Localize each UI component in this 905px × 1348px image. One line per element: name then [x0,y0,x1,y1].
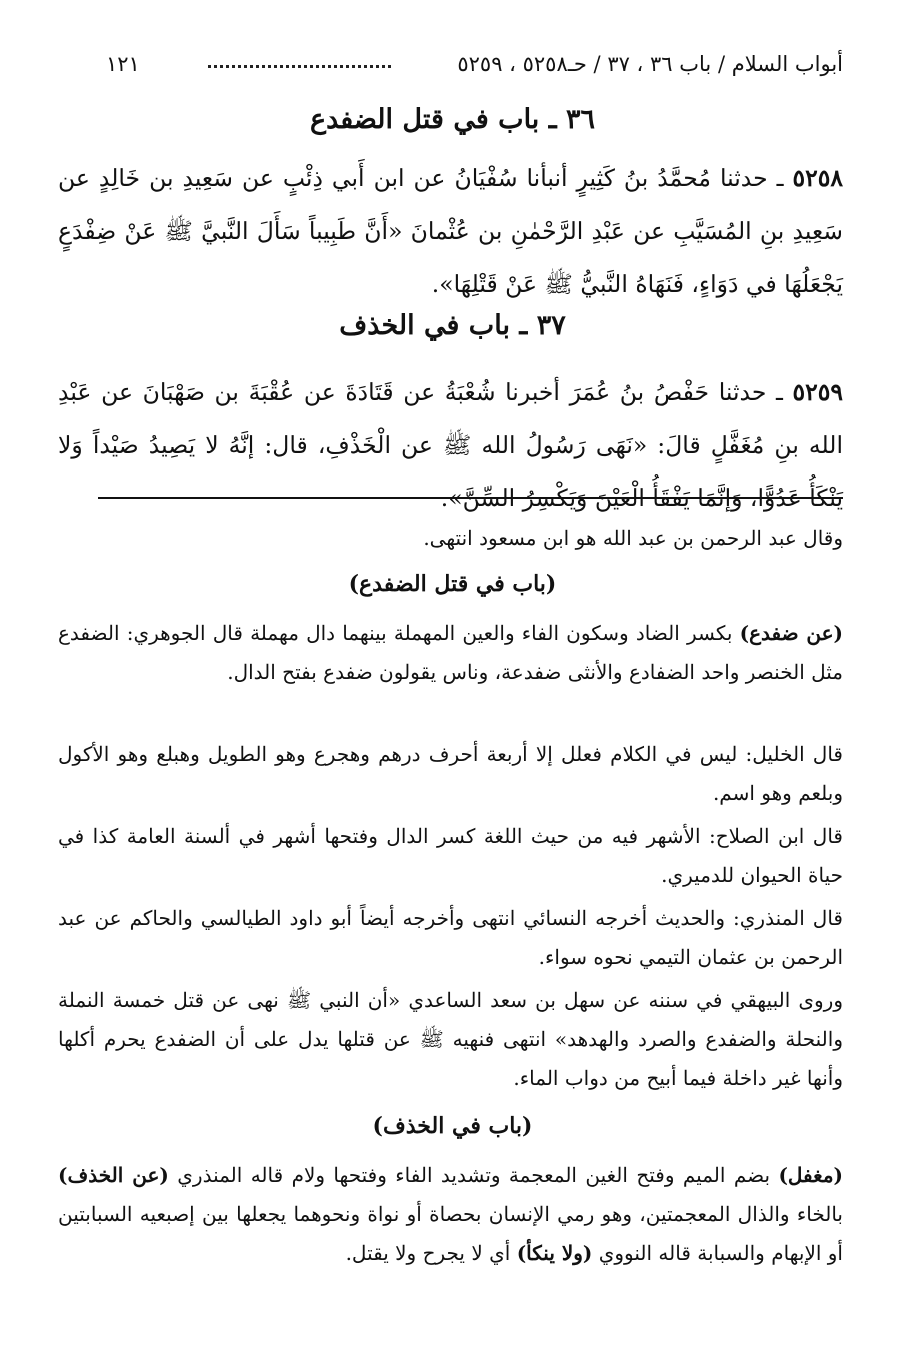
hadith-text: ـ حدثنا حَفْصُ بنُ عُمَرَ أخبرنا شُعْبَةُ عن قَتَادَةَ عن عُقْبَةَ بن صَهْبَانَ عن عَبْدِ الله بنِ مُغَفَّلٍ قالَ: «نَهَى رَسُولُ الله ﷺ عن الْخَذْفِ، قال: إنَّهُ لا يَصِيدُ صَيْداً وَلا يَنْكَأُ عَدُوًّا، وَإنَّمَا يَفْقَأُ الْعَيْنَ وَيَكْسِرُ السِّنَّ». [58,378,843,512]
chapter-heading-36: ٣٦ ـ باب في قتل الضفدع [309,104,596,135]
commentary-subheading-1: (باب في قتل الضفدع) [348,571,557,597]
hadith-number: ٥٢٥٨ [792,164,843,192]
keyword: (عن الخذف) [58,1163,169,1187]
leader-dots [208,65,391,68]
commentary-paragraph-6: (مغفل) بضم الميم وفتح الغين المعجمة وتشديد الفاء وفتحها ولام قاله المنذري (عن الخذف) بالخاء والذال المعجمتين، وهو رمي الإنسان بحصاة أو نواة ونحوهما يجعلها بين إصبعيه السبابتين أو الإبهام والسبابة قاله النووي (ولا ينكأ) أي لا يجرح ولا يقتل. [58,1163,843,1265]
keyword: (عن ضفدع) [739,621,844,645]
commentary-subheading-2: (باب في الخذف) [372,1113,533,1139]
commentary-intro: وقال عبد الرحمن بن عبد الله هو ابن مسعود انتهى. [423,526,843,550]
hadith-text: ـ حدثنا مُحمَّدُ بنُ كَثِيرٍ أنبأنا سُفْيَانُ عن ابن أَبي ذِئْبٍ عن سَعِيدِ بن خَالِدٍ عن سَعِيدِ بنِ المُسَيَّبِ عن عَبْدِ الرَّحْمٰنِ بن عُثْمانَ «أَنَّ طَبِيباً سَأَلَ النَّبيَّ ﷺ عَنْ ضِفْدَعٍ يَجْعَلُهَا في دَوَاءٍ، فَنَهَاهُ النَّبيُّ ﷺ عَنْ قَتْلِهَا». [58,164,843,298]
running-header [58,44,843,84]
chapter-heading-37: ٣٧ ـ باب في الخذف [339,310,566,341]
hadith-5259 [58,366,843,525]
keyword: (ولا ينكأ) [516,1241,593,1265]
commentary-paragraph-4: قال المنذري: والحديث أخرجه النسائي انتهى وأخرجه أيضاً أبو داود الطيالسي والحاكم عن عبد الرحمن بن عثمان التيمي نحوه سواء. [58,906,843,969]
commentary-paragraph-2: قال الخليل: ليس في الكلام فعلل إلا أربعة أحرف درهم وهجرع وهو الطويل وهبلع وهو الأكول وبلعم وهو اسم. [58,742,843,805]
commentary-paragraph-1: (عن ضفدع) بكسر الضاد وسكون الفاء والعين المهملة بينهما دال مهملة قال الجوهري: الضفدع مثل الخنصر واحد الضفادع والأنثى ضفدعة، وناس يقولون ضفدع بفتح الدال. [58,621,844,684]
keyword: (مغفل) [778,1163,843,1187]
hadith-5258 [58,152,843,311]
commentary-paragraph-5: وروى البيهقي في سننه عن سهل بن سعد الساعدي «أن النبي ﷺ نهى عن قتل خمسة النملة والنحلة والضفدع والصرد والهدهد» انتهى فنهيه ﷺ عن قتلها يدل على أن الضفدع يحرم أكلها وأنها غير داخلة فيما أبيح من دواب الماء. [58,988,843,1090]
page-number: ١٢١ [106,52,140,76]
hadith-number: ٥٢٥٩ [792,378,843,406]
running-header-title: أبواب السلام / باب ٣٦ ، ٣٧ / حـ٥٢٥٨ ، ٥٢٥٩ [457,52,843,76]
commentary-paragraph-3: قال ابن الصلاح: الأشهر فيه من حيث اللغة كسر الدال وفتحها أشهر في ألسنة العامة كذا في حياة الحيوان للدميري. [58,824,843,887]
footnote-divider [98,497,843,499]
